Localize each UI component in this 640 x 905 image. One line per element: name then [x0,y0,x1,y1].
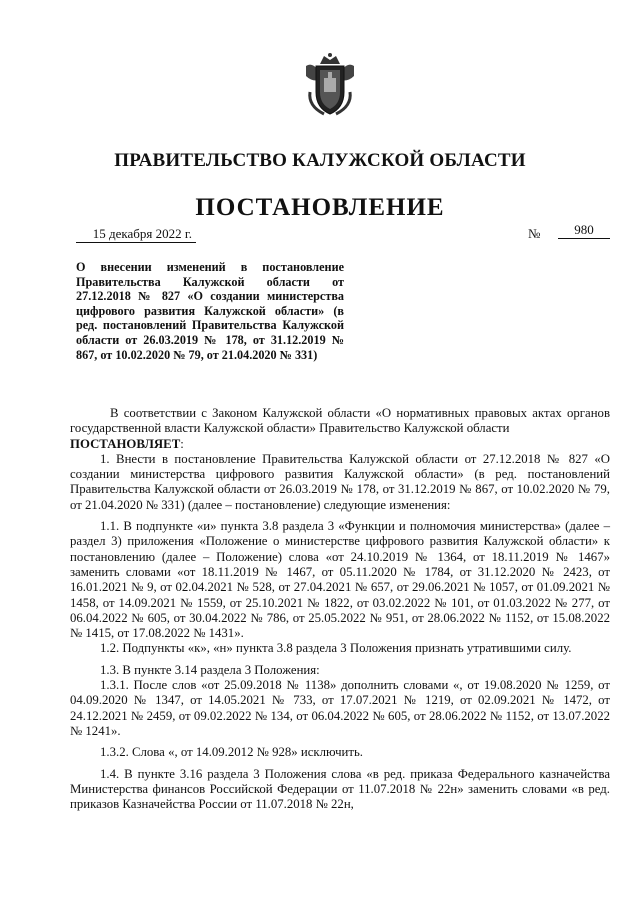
paragraph-1-2: 1.2. Подпункты «к», «н» пункта 3.8 раздела 3 Положения признать утратившими силу. [100,641,572,656]
document-body [70,406,610,812]
paragraph-1-1: 1.1. В подпункте «и» пункта 3.8 раздела 3 «Функции и полномочия министерства» (далее – раздел 3) приложения «Положение о министерстве цифрового развития Калужской области» к постановлению (далее – Положение) слова «от 24.10.2019 № 1364, от 18.11.2019 № 1467» заменить словами «от 18.11.2019 № 1467, от 05.11.2020 № 1784, от 31.12.2020 № 2423, от 16.01.2021 № 9, от 02.04.2021 № 528, от 27.04.2021 № 657, от 29.06.2021 № 1057, от 01.09.2021 № 1458, от 14.09.2021 № 1559, от 25.10.2021 № 1822, от 03.02.2022 № 101, от 01.03.2022 № 277, от 06.04.2022 № 605, от 30.04.2022 № 786, от 25.05.2022 № 951, от 28.06.2022 № 1152, от 15.08.2022 № 1415, от 17.08.2022 № 1431». [70,519,610,641]
decree-word: ПОСТАНОВЛЯЕТ [70,436,181,451]
decree-colon: : [180,436,184,451]
coat-of-arms-emblem-icon [302,52,358,118]
decree-line [70,437,610,452]
preamble-paragraph: В соответствии с Законом Калужской области «О нормативных правовых актах органов государственной власти Калужской области» Правительство Калужской области [70,406,610,436]
document-type-title: ПОСТАНОВЛЕНИЕ [195,194,445,221]
number-sign: № [528,226,541,241]
paragraph-1: 1. Внести в постановление Правительства Калужской области от 27.12.2018 № 827 «О создании министерства цифрового развития Калужской области» (в ред. постановлений Правительства Калужской области от 26.03.2019 № 178, от 31.12.2019 № 867, от 10.02.2020 № 79, от 21.04.2020 № 331) (далее – постановление) следующие изменения: [70,451,610,512]
document-date: 15 декабря 2022 г. [76,226,196,243]
document-number: 980 [558,222,610,239]
paragraph-1-3-2: 1.3.2. Слова «, от 14.09.2012 № 928» исключить. [100,745,363,760]
document-subject: О внесении изменений в постановление Правительства Калужской области от 27.12.2018 № 827 «О создании министерства цифрового развития Калужской области» (в ред. постановлений Правительства Калужской области от 26.03.2019 № 178, от 31.12.2019 № 867, от 10.02.2020 № 79, от 21.04.2020 № 331) [76,260,344,362]
paragraph-1-3: 1.3. В пункте 3.14 раздела 3 Положения: [100,662,320,677]
paragraph-1-4: 1.4. В пункте 3.16 раздела 3 Положения слова «в ред. приказа Федерального казначейства Министерства финансов Российской Федерации от 11.07.2018 № 22н» заменить словами «в ред. приказов Казначейства России от 11.07.2018 № 22н, [70,766,610,812]
government-title: ПРАВИТЕЛЬСТВО КАЛУЖСКОЙ ОБЛАСТИ [114,150,526,171]
paragraph-1-3-1: 1.3.1. После слов «от 25.09.2018 № 1138» дополнить словами «, от 19.08.2020 № 1259, от 04.09.2020 № 1347, от 14.05.2021 № 733, от 17.07.2021 № 1219, от 02.09.2021 № 1472, от 24.12.2021 № 2459, от 09.02.2022 № 134, от 06.04.2022 № 605, от 28.06.2022 № 1152, от 13.07.2022 № 1241». [70,678,610,738]
